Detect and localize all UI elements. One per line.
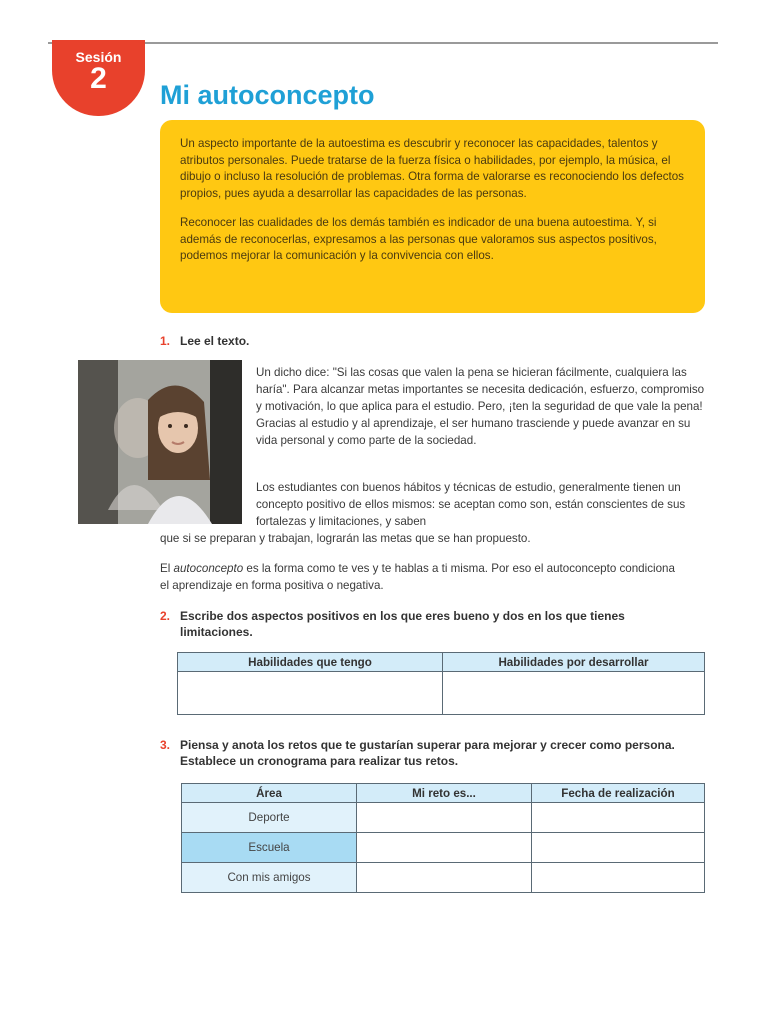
answer-cell[interactable] [532, 833, 705, 863]
question-number: 1. [160, 334, 171, 348]
area-cell: Deporte [182, 803, 357, 833]
question-number: 3. [160, 738, 171, 752]
question-text: Piensa y anota los retos que te gustarían superar para mejorar y crecer como persona. Establece un cronograma para realizar tus retos. [180, 738, 675, 768]
page-title: Mi autoconcepto [160, 80, 375, 110]
intro-box [160, 120, 705, 313]
question-text: Escribe dos aspectos positivos en los que eres bueno y dos en los que tienes limitaciones. [180, 609, 625, 639]
area-cell: Escuela [182, 833, 357, 863]
table-header: Habilidades que tengo [178, 653, 443, 672]
session-number: 2 [90, 62, 107, 95]
answer-cell[interactable] [357, 803, 532, 833]
table-header: Área [182, 784, 357, 803]
question-2 [160, 608, 660, 640]
reading-paragraph-1: Un dicho dice: "Si las cosas que valen la pena se hicieran fácilmente, cualquiera las haría". Para alcanzar metas importantes se necesita dedicación, esfuerzo, compromiso y motivación, lo que aplica para el estudio. Pero, ¡ten la seguridad de que vale la pena! Gracias al estudio y al aprendizaje, el ser humano trasciende y puede avanzar en su vida personal y como parte de la sociedad. [256, 366, 705, 447]
goals-table [181, 783, 705, 893]
table-row [182, 863, 705, 893]
reading-paragraph-2: Los estudiantes con buenos hábitos y técnicas de estudio, generalmente tienen un concepto positivo de ellos mismos: se aceptan como son, están conscientes de sus fortalezas y limitaciones, y saben [256, 481, 686, 528]
text-segment: es la forma como te ves y te hablas a ti misma. Por eso el autoconcepto condiciona el aprendizaje en forma positiva o negativa. [160, 562, 675, 592]
table-header: Fecha de realización [532, 784, 705, 803]
text-segment: El [160, 562, 174, 575]
answer-cell[interactable] [357, 863, 532, 893]
table-header: Mi reto es... [357, 784, 532, 803]
top-rule [48, 42, 718, 44]
reading-paragraph-2-end: que si se preparan y trabajan, lograrán las metas que se han propuesto. [160, 532, 531, 545]
table-row [182, 803, 705, 833]
table-header: Habilidades por desarrollar [443, 653, 705, 672]
table-row [182, 833, 705, 863]
answer-cell[interactable] [178, 672, 443, 715]
girl-photo-illustration [78, 360, 242, 524]
answer-cell[interactable] [532, 803, 705, 833]
question-1 [160, 333, 700, 349]
session-label: Sesión [75, 49, 122, 65]
session-badge [52, 40, 145, 116]
answer-cell[interactable] [443, 672, 705, 715]
question-3 [160, 737, 700, 769]
skills-table [177, 652, 705, 715]
question-number: 2. [160, 609, 171, 623]
area-cell: Con mis amigos [182, 863, 357, 893]
question-text: Lee el texto. [180, 334, 250, 348]
intro-paragraph: Un aspecto importante de la autoestima es descubrir y reconocer las capacidades, talentos y atributos personales. Puede tratarse de la fuerza física o habilidades, por ejemplo, la música, el dibujo o incluso la resolución de problemas. Otra forma de valorarse es reconociendo los defectos propios, pues ayuda a desarrollar las capacidades de las personas. [180, 137, 684, 201]
autoconcepto-term: autoconcepto [173, 562, 244, 575]
intro-paragraph: Reconocer las cualidades de los demás también es indicador de una buena autoestima. Y, si además de reconocerlas, expresamos a las personas que valoramos sus aspectos positivos, podemos mejorar la comunicación y la convivencia con ellos. [180, 215, 657, 263]
answer-cell[interactable] [357, 833, 532, 863]
girl-photo [78, 360, 242, 524]
answer-cell[interactable] [532, 863, 705, 893]
reading-paragraph-3 [160, 560, 680, 594]
